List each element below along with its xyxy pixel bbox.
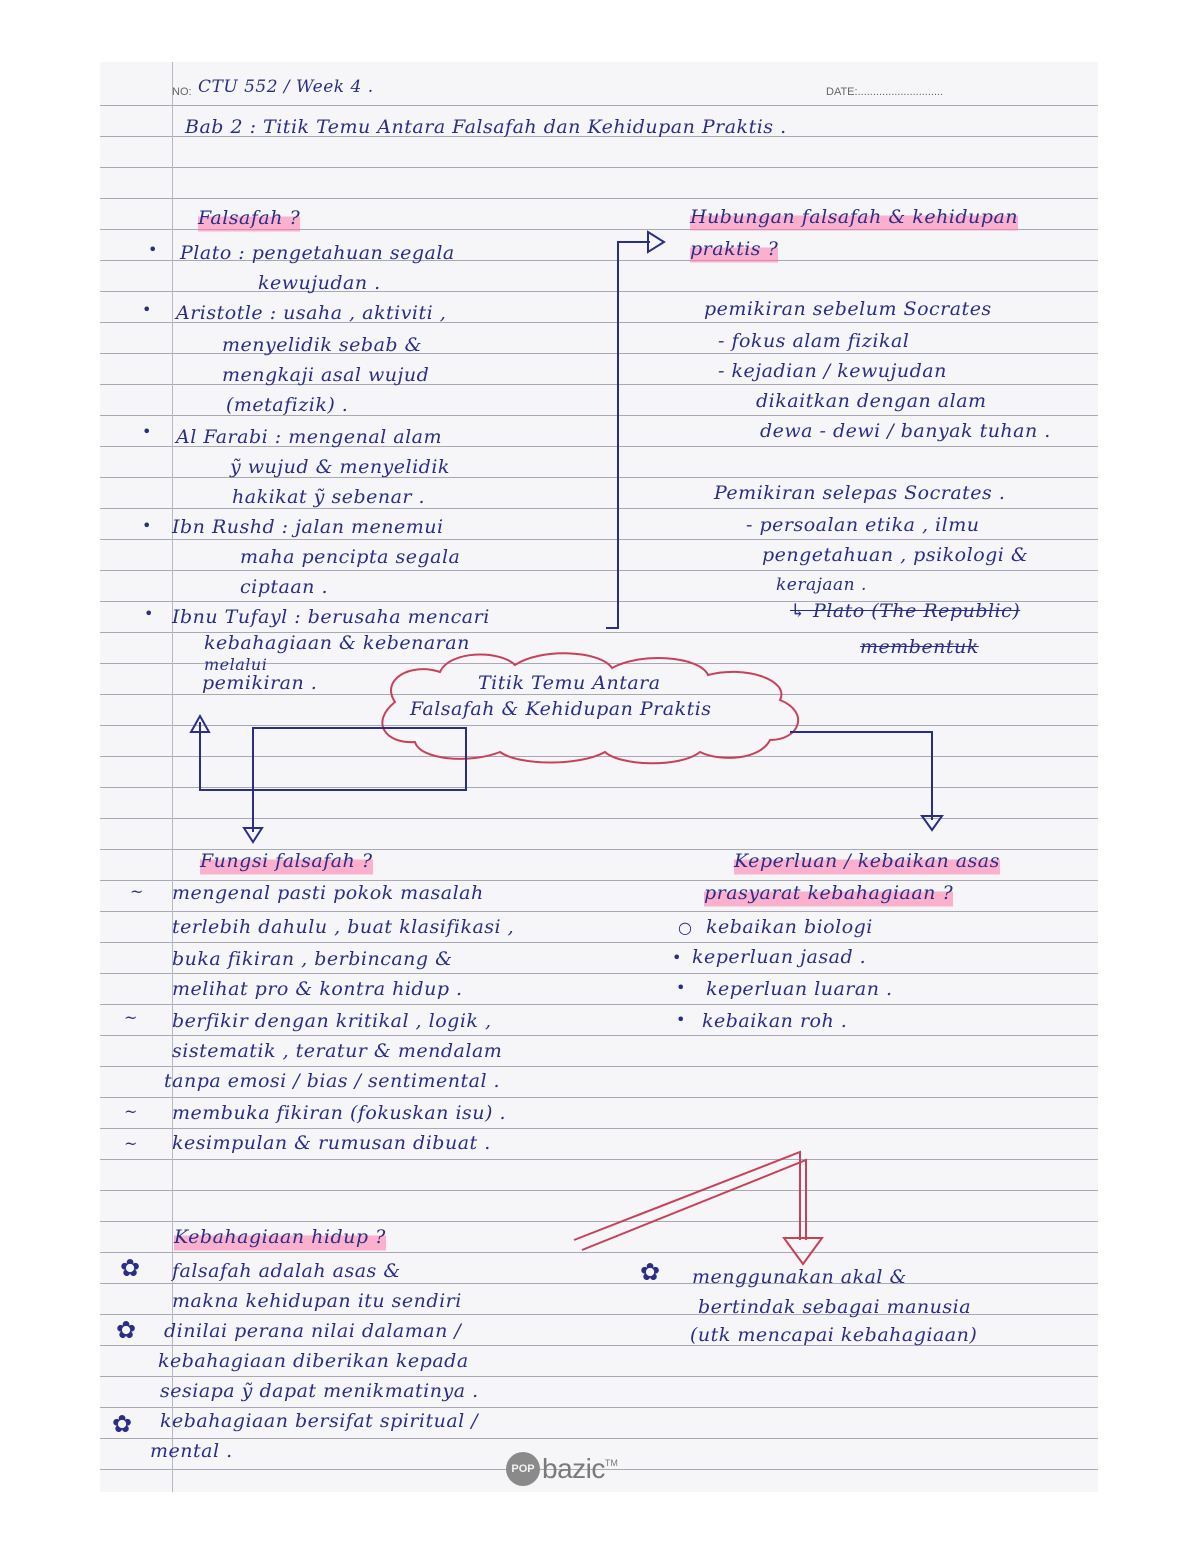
fungsi-item: kesimpulan & rumusan dibuat . [172, 1132, 491, 1154]
keperluan-item: keperluan luaran . [706, 978, 893, 1000]
page-title: Bab 2 : Titik Temu Antara Falsafah dan Kehidupan Praktis . [185, 116, 787, 138]
bullet-icon: • [142, 300, 152, 319]
falsafah-item: ciptaan . [240, 576, 328, 598]
falsafah-item: mengkaji asal wujud [222, 364, 430, 386]
arrow-right-icon [648, 232, 664, 252]
hubungan-line: Pemikiran selepas Socrates . [714, 482, 1006, 504]
fungsi-item: buka fikiran , berbincang & [172, 948, 453, 970]
bullet-icon: • [676, 1010, 686, 1029]
kebahagiaan-item: kebahagiaan diberikan kepada [158, 1350, 469, 1372]
falsafah-item: maha pencipta segala [240, 546, 461, 568]
falsafah-item: menyelidik sebab & [222, 334, 423, 356]
kebahagiaan-heading: Kebahagiaan hidup ? [174, 1222, 386, 1252]
course-code: CTU 552 / Week 4 . [198, 77, 374, 97]
tilde-bullet-icon: ~ [124, 1102, 138, 1121]
fungsi-item: mengenal pasti pokok masalah [172, 882, 484, 904]
kebahagiaan-item: dinilai perana nilai dalaman / [164, 1320, 462, 1342]
logo-text: bazic [542, 1453, 605, 1484]
keperluan-item: kebaikan biologi [706, 916, 873, 938]
hubungan-line-struck: membentuk [860, 636, 979, 658]
falsafah-item: Plato : pengetahuan segala [180, 242, 455, 264]
falsafah-item: melalui [204, 655, 268, 674]
fungsi-heading: Fungsi falsafah ? [200, 846, 373, 876]
hubungan-line: kerajaan . [776, 575, 867, 595]
kebahagiaan-item: sesiapa ỹ dapat menikmatinya . [160, 1380, 479, 1402]
falsafah-item: hakikat ỹ sebenar . [232, 486, 426, 508]
kebahagiaan-item: mental . [150, 1440, 233, 1462]
bullet-icon: • [672, 948, 682, 967]
fungsi-item: berfikir dengan kritikal , logik , [172, 1010, 492, 1032]
falsafah-item: Ibn Rushd : jalan menemui [172, 516, 444, 538]
fungsi-item: melihat pro & kontra hidup . [172, 978, 463, 1000]
cloud-text: Titik Temu Antara [478, 672, 661, 694]
keperluan-item: kebaikan roh . [702, 1010, 848, 1032]
keperluan-heading: Keperluan / kebaikan asas [734, 846, 1000, 876]
hubungan-line: pengetahuan , psikologi & [762, 544, 1029, 566]
logo-trademark: TM [604, 1458, 618, 1468]
no-label: NO: [172, 86, 192, 98]
falsafah-item: (metafizik) . [226, 394, 349, 416]
tilde-bullet-icon: ~ [130, 882, 144, 901]
hubungan-line: dikaitkan dengan alam [756, 390, 987, 412]
hubungan-line: dewa - dewi / banyak tuhan . [760, 420, 1051, 442]
conclusion-line: (utk mencapai kebahagiaan) [690, 1324, 978, 1346]
hubungan-line: - persoalan etika , ilmu [746, 514, 980, 536]
kebahagiaan-item: kebahagiaan bersifat spiritual / [160, 1410, 479, 1432]
kebahagiaan-item: falsafah adalah asas & [172, 1260, 401, 1282]
hubungan-line-struck: ↳ Plato (The Republic) [790, 600, 1021, 622]
fungsi-item: terlebih dahulu , buat klasifikasi , [172, 916, 515, 938]
fungsi-item: tanpa emosi / bias / sentimental . [164, 1070, 501, 1092]
conclusion-line: bertindak sebagai manusia [698, 1296, 972, 1318]
keperluan-item: keperluan jasad . [692, 946, 867, 968]
flower-bullet-icon: ✿ [120, 1254, 141, 1282]
fungsi-item: sistematik , teratur & mendalam [172, 1040, 503, 1062]
flower-bullet-icon: ✿ [112, 1410, 133, 1438]
bullet-icon: • [676, 978, 686, 997]
cloud-text: Falsafah & Kehidupan Praktis [410, 698, 712, 720]
conclusion-line: menggunakan akal & [692, 1266, 907, 1288]
fungsi-item: membuka fikiran (fokuskan isu) . [172, 1102, 506, 1124]
falsafah-item: kewujudan . [258, 272, 381, 294]
keperluan-heading-2: prasyarat kebahagiaan ? [704, 878, 953, 908]
flower-bullet-icon: ✿ [640, 1258, 661, 1286]
tilde-bullet-icon: ~ [124, 1134, 138, 1153]
falsafah-item: Ibnu Tufayl : berusaha mencari [172, 606, 490, 628]
bullet-icon: • [148, 240, 158, 259]
hubungan-line: - fokus alam fizikal [718, 330, 910, 352]
flower-bullet-icon: ✿ [116, 1316, 137, 1344]
falsafah-item: pemikiran . [202, 672, 318, 694]
arrow-down-red-icon [784, 1238, 822, 1264]
bullet-icon: • [142, 422, 152, 441]
falsafah-item: Al Farabi : mengenal alam [176, 426, 443, 448]
falsafah-heading: Falsafah ? [198, 203, 300, 233]
tilde-bullet-icon: ~ [124, 1008, 138, 1027]
hubungan-line: pemikiran sebelum Socrates [704, 298, 992, 320]
bullet-icon: • [142, 516, 152, 535]
logo-circle: POP [506, 1452, 540, 1486]
falsafah-item: Aristotle : usaha , aktiviti , [176, 302, 447, 324]
bullet-icon: ○ [678, 918, 692, 937]
hubungan-line: - kejadian / kewujudan [718, 360, 947, 382]
brand-logo [506, 1452, 618, 1486]
hubungan-heading-2: praktis ? [690, 234, 778, 264]
kebahagiaan-item: makna kehidupan itu sendiri [172, 1290, 462, 1312]
falsafah-item: ỹ wujud & menyelidik [230, 456, 450, 478]
bullet-icon: • [144, 604, 154, 623]
falsafah-item: kebahagiaan & kebenaran [204, 632, 470, 654]
hubungan-heading: Hubungan falsafah & kehidupan [690, 202, 1018, 232]
date-label: DATE:............................ [826, 86, 944, 98]
